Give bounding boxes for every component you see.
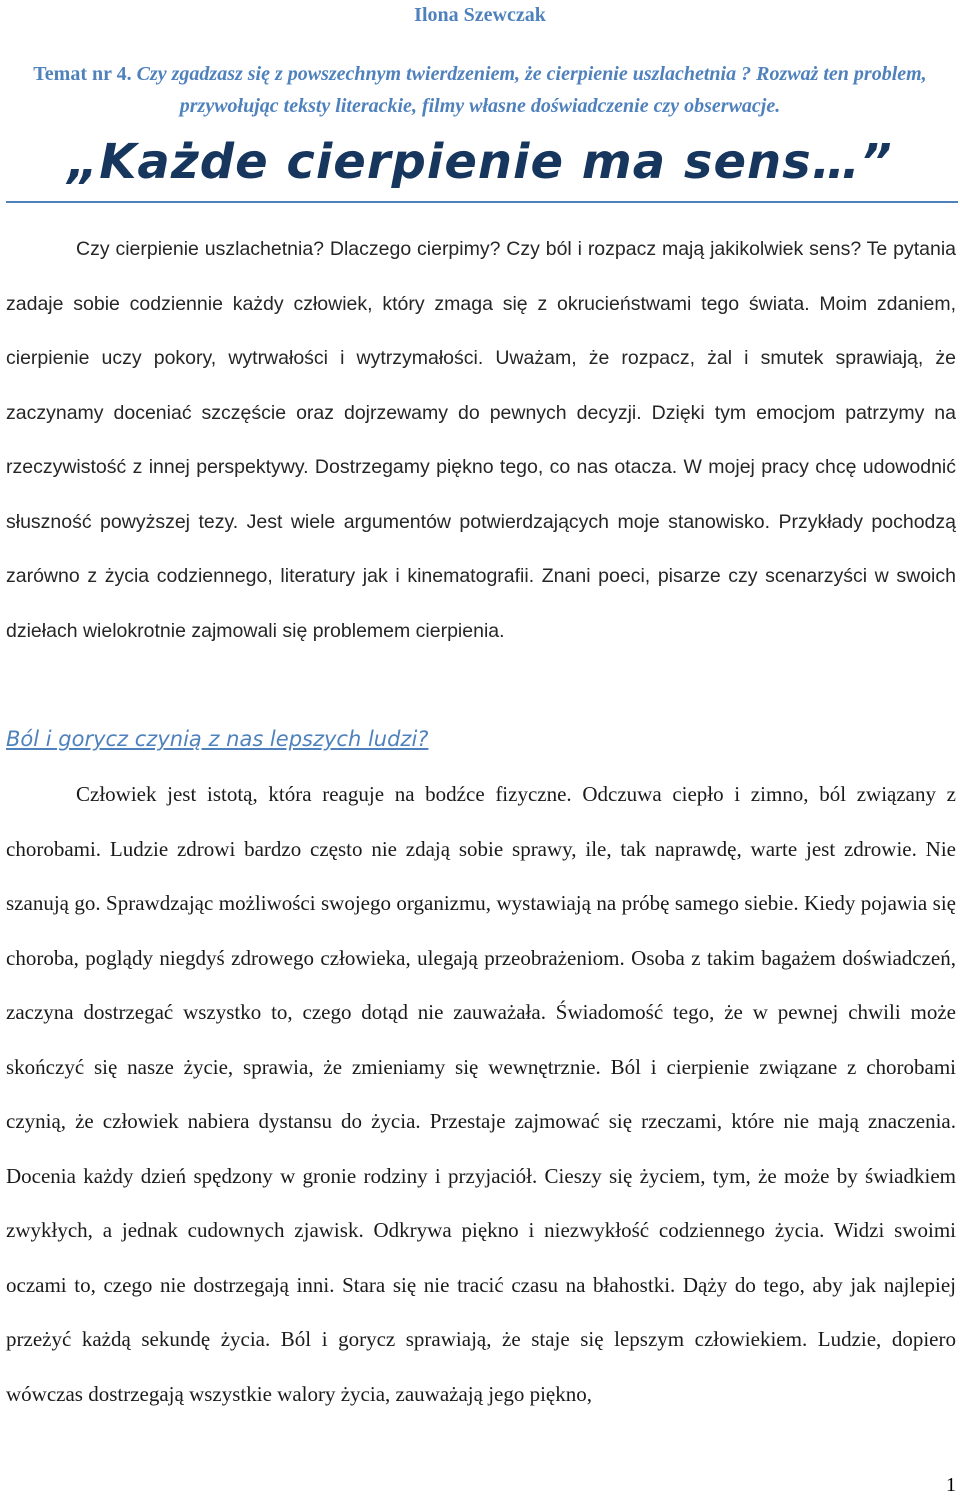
section-subheading: Ból i gorycz czynią z nas lepszych ludzi? [6, 727, 429, 751]
body-paragraph: Człowiek jest istotą, która reaguje na bodźce fizyczne. Odczuwa ciepło i zimno, ból związany z chorobami. Ludzie zdrowi bardzo często nie zdają sobie sprawy, ile, tak naprawdę, warte jest zdrowie. Nie szanują go. Sprawdzając możliwości swojego organizmu, wystawiają na próbę samego siebie. Kiedy pojawia się choroba, poglądy niegdyś zdrowego człowieka, ulegają przeobrażeniom. Osoba z takim bagażem doświadczeń, zaczyna dostrzegać wszystko to, czego dotąd nie zauważała. Świadomość tego, że w pewnej chwili może skończyć się nasze życie, sprawia, że zmieniamy się wewnętrznie. Ból i cierpienie związane z chorobami czynią, że człowiek nabiera dystansu do życia. Przestaje zajmować się rzeczami, które nie mają znaczenia. Docenia każdy dzień spędzony w gronie rodziny i przyjaciół. Cieszy się życiem, tym, że może by świadkiem zwykłych, a jednak cudownych zjawisk. Odkrywa piękno i niezwykłość codziennego życia. Widzi swoimi oczami to, czego nie dostrzegają inni. Stara się nie tracić czasu na błahostki. Dąży do tego, aby jak najlepiej przeżyć każdą sekundę życia. Ból i gorycz sprawiają, że staje się lepszym człowiekiem. Ludzie, dopiero wówczas dostrzegają wszystkie walory życia, zauważają jego piękno, [6, 782, 956, 1406]
author-name: Ilona Szewczak [414, 4, 546, 26]
essay-topic [30, 58, 930, 122]
intro-paragraph: Czy cierpienie uszlachetnia? Dlaczego cierpimy? Czy ból i rozpacz mają jakikolwiek sens? Te pytania zadaje sobie codziennie każdy człowiek, który zmaga się z okrucieństwami tego świata. Moim zdaniem, cierpienie uczy pokory, wytrwałości i wytrzymałości. Uważam, że rozpacz, żal i smutek sprawiają, że zaczynamy doceniać szczęście oraz dojrzewamy do pewnych decyzji. Dzięki tym emocjom patrzymy na rzeczywistość z innej perspektywy. Dostrzegamy piękno tego, co nas otacza. W mojej pracy chcę udowodnić słuszność powyższej tezy. Jest wiele argumentów potwierdzających moje stanowisko. Przykłady pochodzą zarówno z życia codziennego, literatury jak i kinematografii. Znani poeci, pisarze czy scenarzyści w swoich dziełach wielokrotnie zajmowali się problemem cierpienia. [6, 238, 956, 642]
topic-number: Temat nr 4. [33, 63, 132, 85]
page-number: 1 [946, 1474, 956, 1496]
topic-question: Czy zgadzasz się z powszechnym twierdzeniem, że cierpienie uszlachetnia ? Rozważ ten problem, przywołując teksty literackie, filmy własne doświadczenie czy obserwacje. [136, 63, 927, 117]
essay-title: „Każde cierpienie ma sens…” [67, 134, 893, 190]
title-underline-rule [6, 201, 958, 203]
